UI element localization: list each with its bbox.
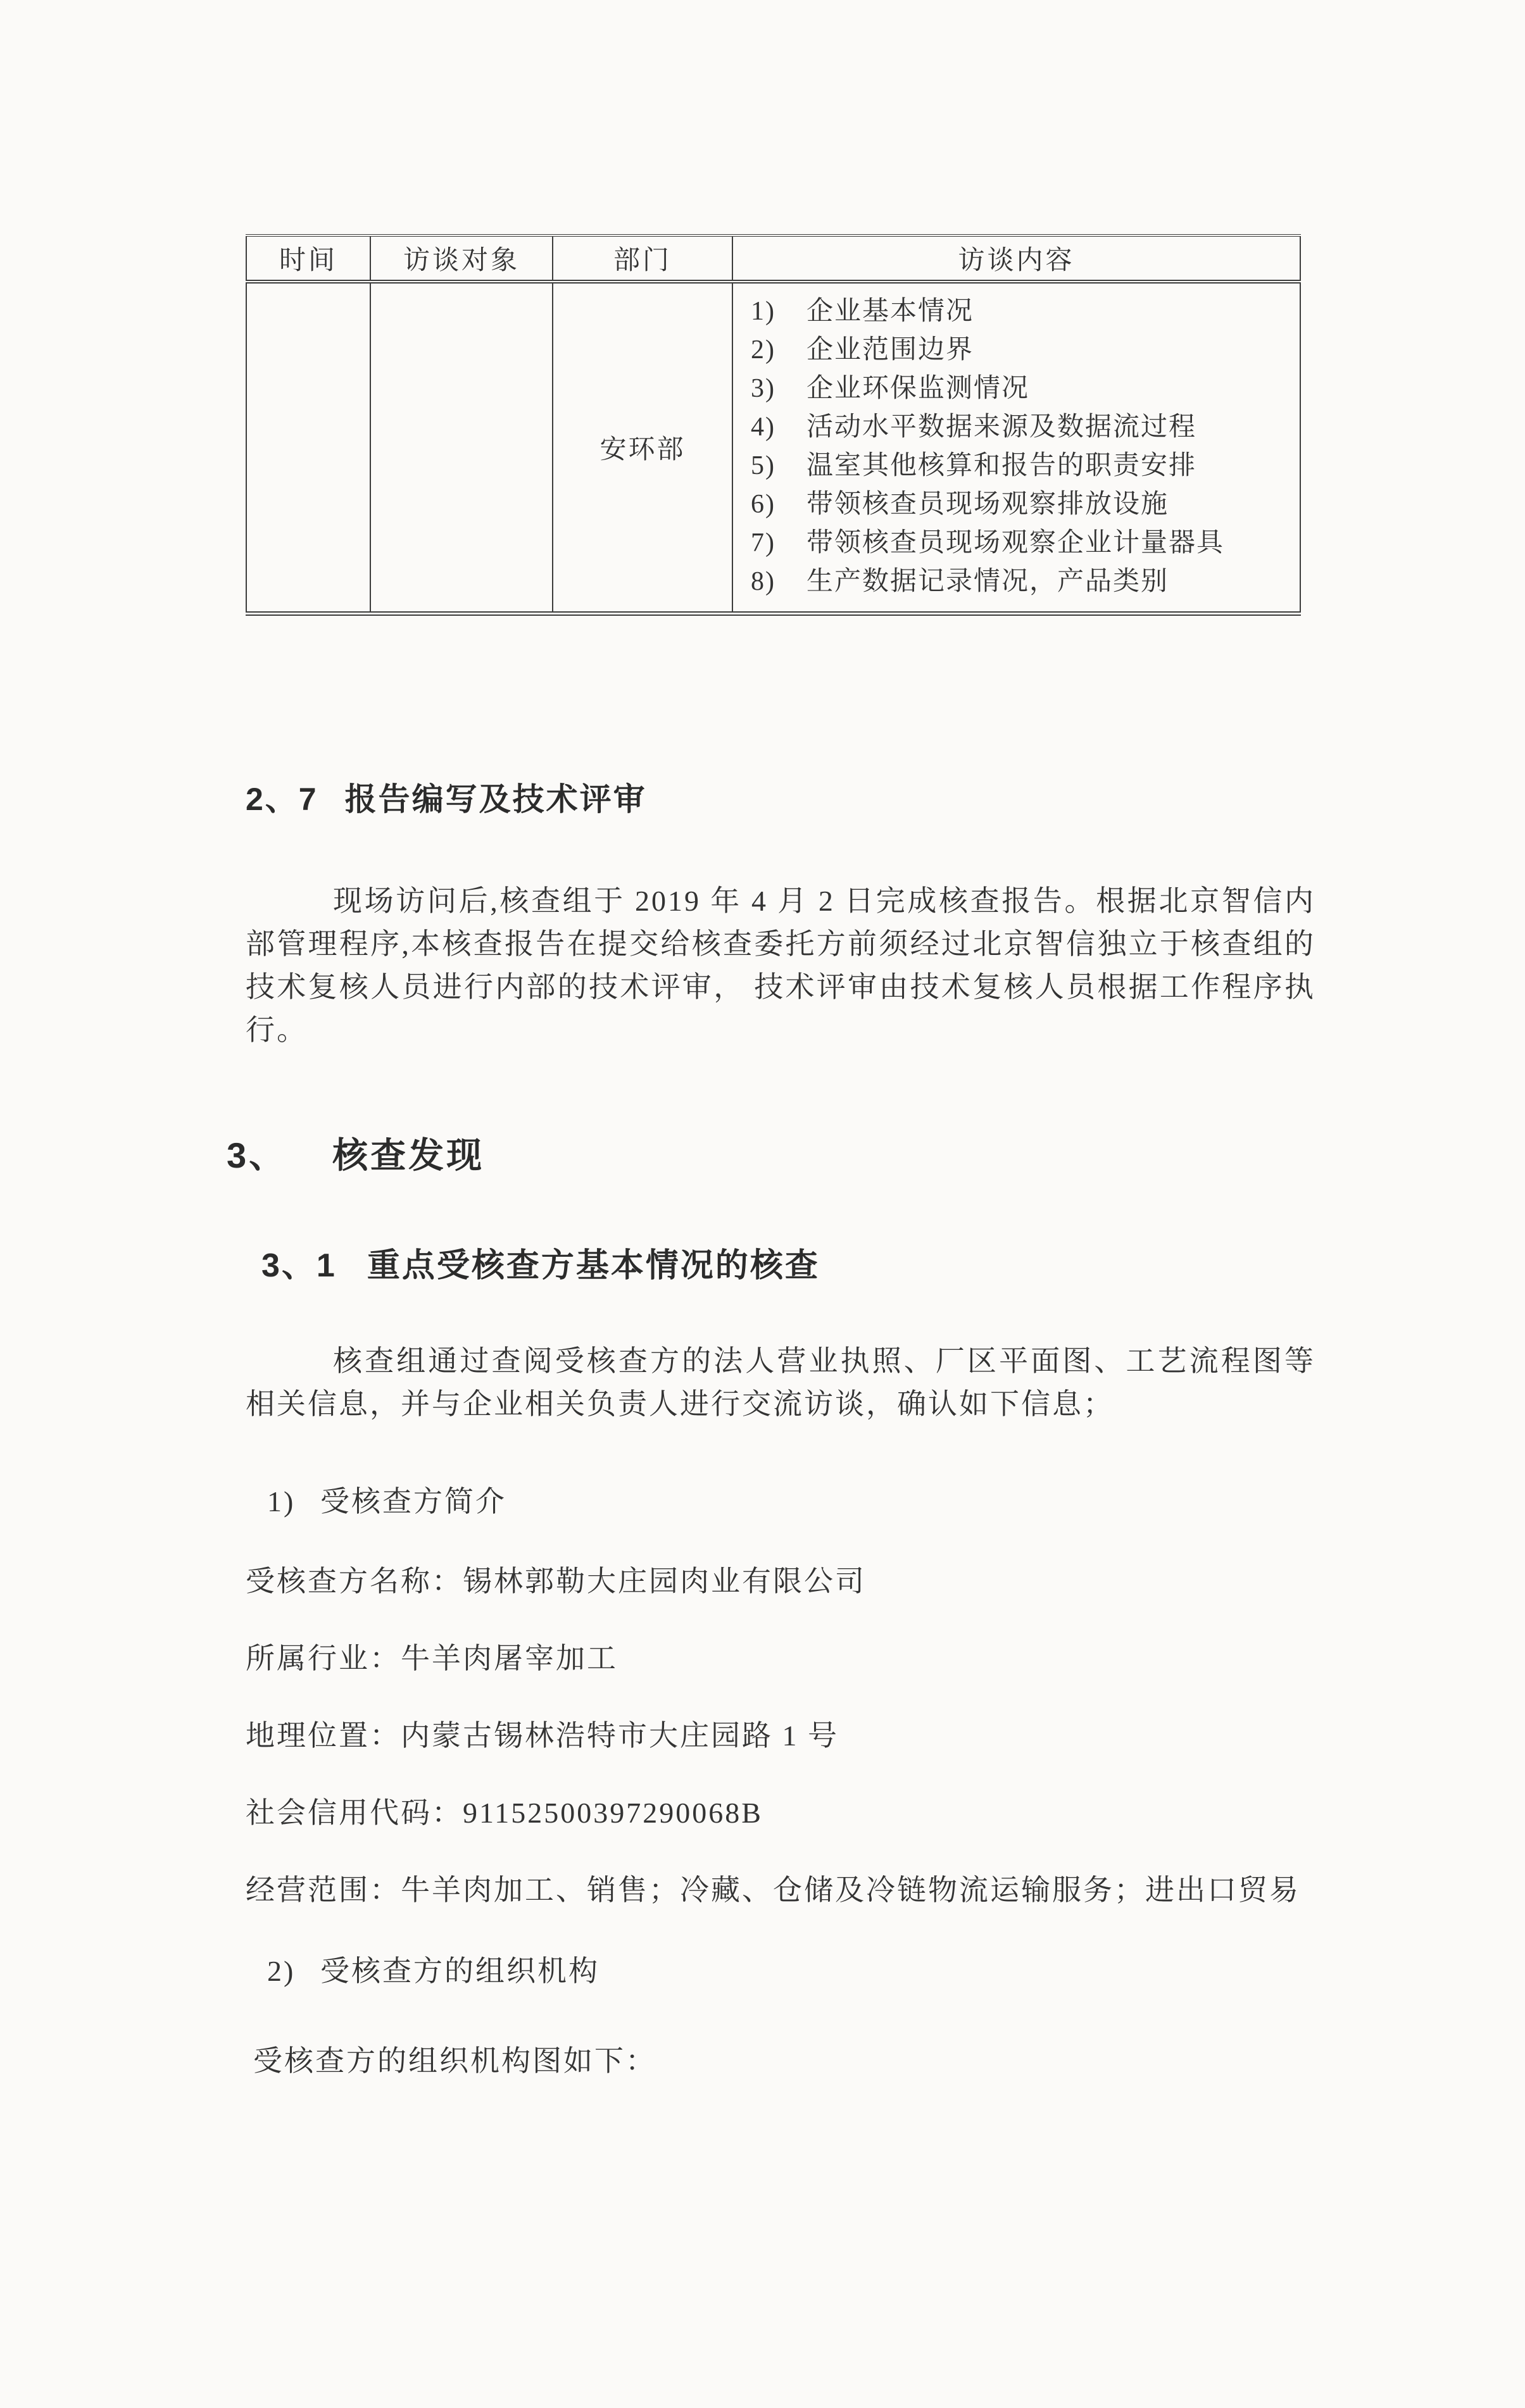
section-title: 报告编写及技术评审	[344, 782, 647, 817]
list-item	[751, 485, 1293, 524]
time-cell	[246, 282, 370, 614]
item-number: 8)	[751, 567, 775, 596]
document-page	[0, 234, 1525, 2408]
item-text: 企业基本情况	[806, 297, 974, 326]
item-number: 2)	[751, 335, 775, 365]
body-item-2	[267, 1952, 1315, 1990]
section-heading-3	[227, 1128, 1315, 1178]
list-item	[751, 563, 1293, 601]
item-text: 带领核查员现场观察企业计量器具	[806, 528, 1225, 558]
interview-table	[246, 234, 1301, 616]
interview-content-list	[751, 292, 1293, 601]
list-item	[751, 292, 1293, 331]
list-item	[751, 331, 1293, 370]
list-item	[751, 447, 1293, 485]
info-business-scope: 经营范围：牛羊肉加工、销售；冷藏、仓储及冷链物流运输服务；进出口贸易	[246, 1874, 1300, 1906]
header-interviewee: 访谈对象	[370, 235, 553, 282]
header-department: 部门	[553, 235, 732, 282]
paragraph-report-review: 现场访问后,核查组于 2019 年 4 月 2 日完成核查报告。根据北京智信内部管理程序,本核查报告在提交给核查委托方前须经过北京智信独立于核查组的技术复核人员进行内部的技术评审， 技术评审由技术复核人员根据工作程序执行。	[246, 885, 1315, 1046]
table-row	[246, 282, 1300, 614]
header-time: 时间	[246, 235, 370, 282]
list-item	[751, 524, 1293, 563]
list-item	[751, 370, 1293, 408]
list-item	[751, 408, 1293, 447]
info-company-name: 受核查方名称：锡林郭勒大庄园肉业有限公司	[246, 1565, 866, 1597]
item-number: 4)	[751, 413, 775, 442]
item-text: 活动水平数据来源及数据流过程	[806, 413, 1197, 442]
item-number: 2)	[267, 1955, 296, 1987]
item-text: 带领核查员现场观察排放设施	[806, 490, 1169, 519]
info-credit-code: 社会信用代码：91152500397290068B	[246, 1797, 763, 1829]
item-text: 温室其他核算和报告的职责安排	[806, 451, 1197, 480]
paragraph-verification-basis: 核查组通过查阅受核查方的法人营业执照、厂区平面图、工艺流程图等相关信息，并与企业相关负责人进行交流访谈，确认如下信息；	[246, 1345, 1315, 1420]
item-text: 生产数据记录情况，产品类别	[806, 567, 1169, 596]
info-industry: 所属行业：牛羊肉屠宰加工	[246, 1642, 618, 1675]
item-number: 5)	[751, 451, 775, 480]
section-heading-3-1	[261, 1238, 1315, 1286]
page-content	[227, 234, 1315, 2080]
item-number: 1)	[751, 297, 775, 326]
section-number: 2、7	[246, 782, 318, 817]
body-item-1	[267, 1483, 1315, 1521]
section-number: 3、	[227, 1135, 287, 1175]
section-number: 3、1	[261, 1247, 337, 1284]
item-number: 3)	[751, 374, 775, 403]
content-cell	[732, 282, 1300, 614]
department-cell: 安环部	[553, 282, 732, 614]
interviewee-cell	[370, 282, 553, 614]
table-header-row	[246, 235, 1300, 282]
section-title: 核查发现	[332, 1135, 485, 1175]
item-text: 受核查方的组织机构	[320, 1955, 599, 1987]
item-text: 受核查方简介	[320, 1485, 506, 1518]
item-number: 1)	[267, 1485, 296, 1518]
section-title: 重点受核查方基本情况的核查	[367, 1247, 820, 1284]
item-number: 6)	[751, 490, 775, 519]
item-text: 企业环保监测情况	[806, 374, 1030, 403]
item-text: 企业范围边界	[806, 335, 974, 365]
info-location: 地理位置：内蒙古锡林浩特市大庄园路 1 号	[246, 1719, 839, 1752]
item-number: 7)	[751, 528, 775, 558]
org-chart-lead-in: 受核查方的组织机构图如下：	[253, 2045, 656, 2077]
header-content: 访谈内容	[732, 235, 1300, 282]
section-heading-2-7	[246, 774, 1315, 820]
